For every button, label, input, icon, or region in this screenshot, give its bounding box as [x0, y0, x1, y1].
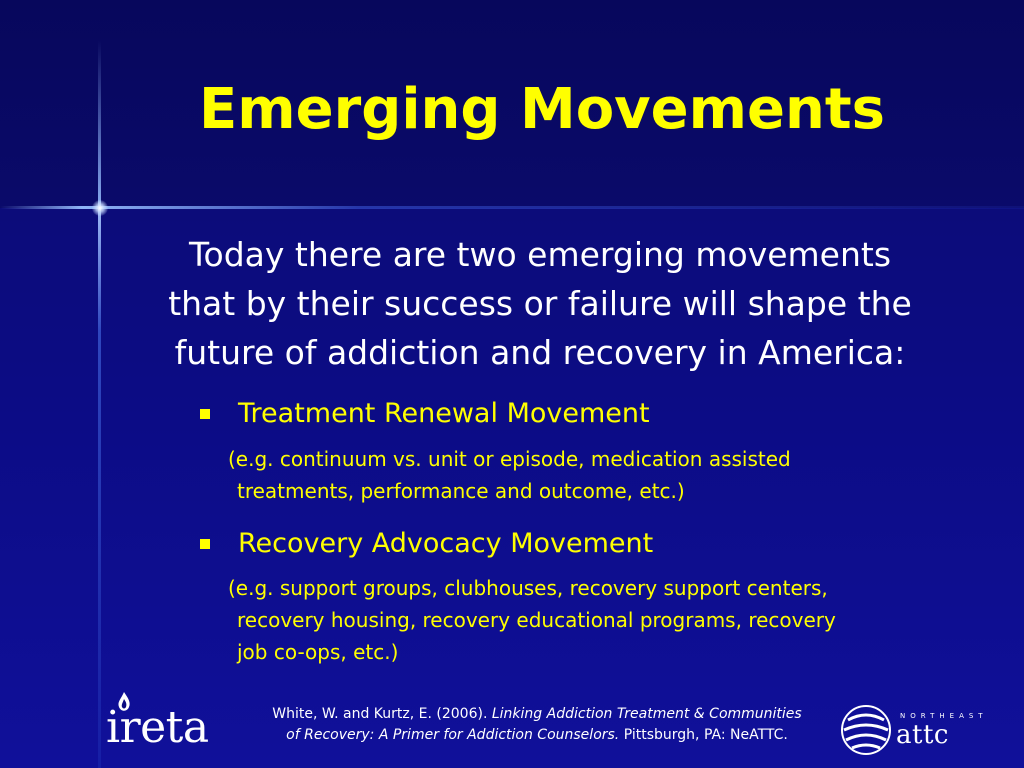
citation-line-2 — [232, 725, 842, 746]
intro-line: future of addiction and recovery in America: — [174, 333, 906, 372]
bullet-square-icon — [200, 409, 210, 419]
bullet-label: Treatment Renewal Movement — [238, 398, 650, 429]
ireta-logo-text: ireta — [106, 702, 209, 753]
vertical-light-line — [98, 40, 101, 768]
detail-line: treatments, performance and outcome, etc.) — [237, 479, 685, 503]
intro-paragraph — [130, 230, 950, 377]
attc-logo-text: attc — [896, 720, 949, 750]
horizontal-light-line — [0, 206, 1024, 209]
bullet-label: Recovery Advocacy Movement — [238, 528, 654, 559]
sparkle-icon — [92, 200, 108, 216]
detail-line: job co-ops, etc.) — [237, 640, 399, 664]
globe-icon — [838, 702, 894, 758]
detail-line: recovery housing, recovery educational programs, recovery — [237, 608, 836, 632]
attc-region-label: NORTHEAST — [900, 712, 988, 720]
detail-line: (e.g. support groups, clubhouses, recovery support centers, — [228, 576, 828, 600]
ireta-logo — [106, 690, 228, 756]
citation-title-part-1: Linking Addiction Treatment & Communities — [491, 706, 802, 722]
bullet-detail — [228, 443, 928, 507]
bullet-detail — [228, 572, 928, 668]
intro-line: that by their success or failure will shape the — [168, 284, 912, 323]
citation-line-1 — [232, 704, 842, 725]
intro-line: Today there are two emerging movements — [188, 235, 892, 274]
slide-title: Emerging Movements — [199, 77, 885, 142]
citation-authors: White, W. and Kurtz, E. (2006). — [272, 706, 492, 722]
detail-line: (e.g. continuum vs. unit or episode, medication assisted — [228, 447, 791, 471]
citation — [232, 704, 842, 746]
citation-title-part-2: of Recovery: A Primer for Addiction Counselors. — [286, 727, 620, 743]
bullet-square-icon — [200, 539, 210, 549]
northeast-attc-logo — [838, 700, 994, 760]
citation-publisher: Pittsburgh, PA: NeATTC. — [619, 727, 788, 743]
